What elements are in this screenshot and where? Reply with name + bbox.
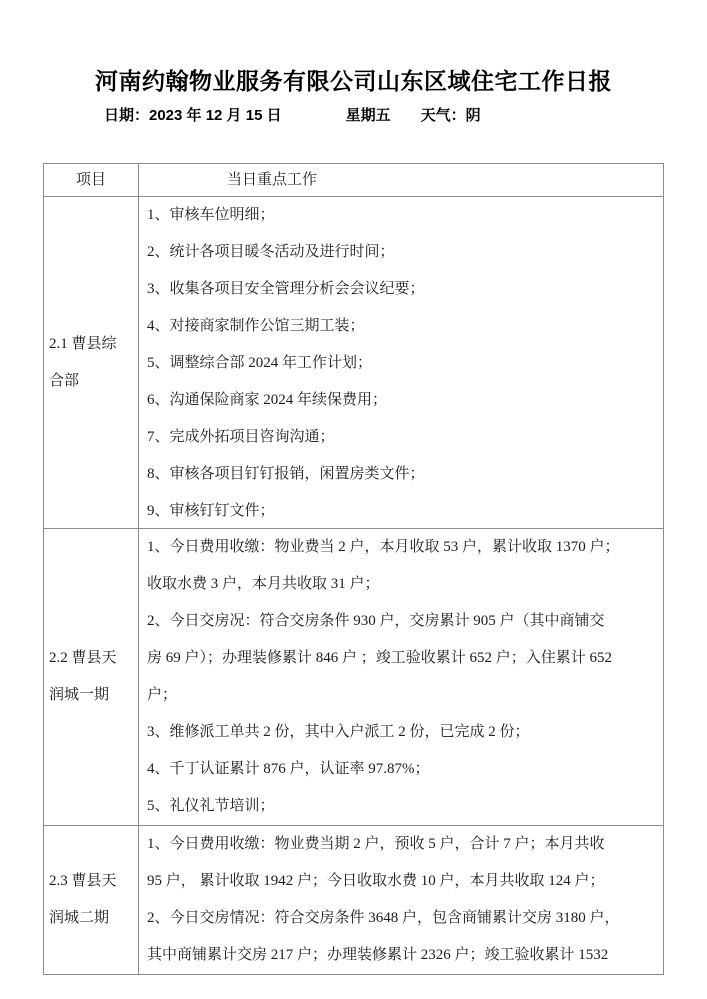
work-line: 1、今日费用收缴：物业费当期 2 户，预收 5 户，合计 7 户；本月共收: [147, 836, 605, 852]
work-line: 收取水费 3 户，本月共收取 31 户；: [147, 576, 380, 592]
work-line: 2、今日交房况：符合交房条件 930 户，交房累计 905 户（其中商铺交: [147, 613, 605, 629]
column-header-project: 项目: [44, 164, 139, 196]
work-line: 8、审核各项目钉钉报销，闲置房类文件；: [147, 466, 425, 482]
table-row-tianrouncheng-yiqi: [44, 528, 663, 825]
work-cell: [139, 529, 663, 825]
work-line: 3、收集各项目安全管理分析会会议纪要；: [147, 281, 425, 297]
report-weekday: 星期五: [345, 107, 391, 124]
work-line: 4、对接商家制作公馆三期工装；: [147, 318, 365, 334]
work-line: 2、今日交房情况：符合交房条件 3648 户，包含商铺累计交房 3180 户，: [147, 910, 620, 926]
project-label-line: 2.1 曹县综: [49, 335, 117, 352]
work-cell: [139, 826, 663, 974]
work-cell: [139, 197, 663, 528]
work-line: 95 户， 累计收取 1942 户；今日收取水费 10 户，本月共收取 124 户；: [147, 873, 605, 889]
work-line: 5、调整综合部 2024 年工作计划；: [147, 355, 373, 371]
work-line: 1、今日费用收缴：物业费当 2 户，本月收取 53 户，累计收取 1370 户；: [147, 539, 620, 555]
report-table: [43, 163, 664, 975]
work-line: 1、审核车位明细；: [147, 207, 275, 223]
project-label-line: 2.3 曹县天: [49, 873, 117, 889]
work-line: 9、审核钉钉文件；: [147, 503, 275, 519]
project-cell: [44, 529, 139, 825]
work-line: 5、礼仪礼节培训；: [147, 798, 275, 814]
project-label-line: 润城一期: [49, 687, 110, 703]
table-row-tianrouncheng-erqi: [44, 825, 663, 974]
date-line: [104, 103, 481, 129]
work-line: 户；: [147, 687, 178, 703]
project-label-line: 2.2 曹县天: [49, 650, 117, 666]
work-line: 3、维修派工单共 2 份，其中入户派工 2 份，已完成 2 份；: [147, 724, 530, 740]
project-cell: [44, 197, 139, 528]
project-label-line: 润城二期: [49, 910, 110, 926]
report-date: 日期：2023 年 12 月 15 日: [104, 107, 282, 124]
work-line: 房 69 户）；办理装修累计 846 户 ；竣工验收累计 652 户；入住累计 652: [147, 650, 613, 666]
work-line: 7、完成外拓项目咨询沟通；: [147, 429, 335, 445]
page-title: 河南约翰物业服务有限公司山东区域住宅工作日报: [95, 68, 612, 94]
table-row-caoxian-zonghebu: [44, 196, 663, 528]
column-header-work: 当日重点工作: [227, 172, 318, 188]
project-label-line: 合部: [49, 372, 80, 389]
work-line: 6、沟通保险商家 2024 年续保费用；: [147, 392, 388, 408]
table-header-row: [44, 164, 663, 196]
report-weather: 天气：阴: [420, 107, 481, 124]
work-line: 其中商铺累计交房 217 户；办理装修累计 2326 户；竣工验收累计 1532: [147, 947, 609, 963]
work-line: 4、千丁认证累计 876 户，认证率 97.87%；: [147, 761, 430, 777]
project-cell: [44, 826, 139, 974]
work-line: 2、统计各项目暖冬活动及进行时间；: [147, 244, 395, 260]
